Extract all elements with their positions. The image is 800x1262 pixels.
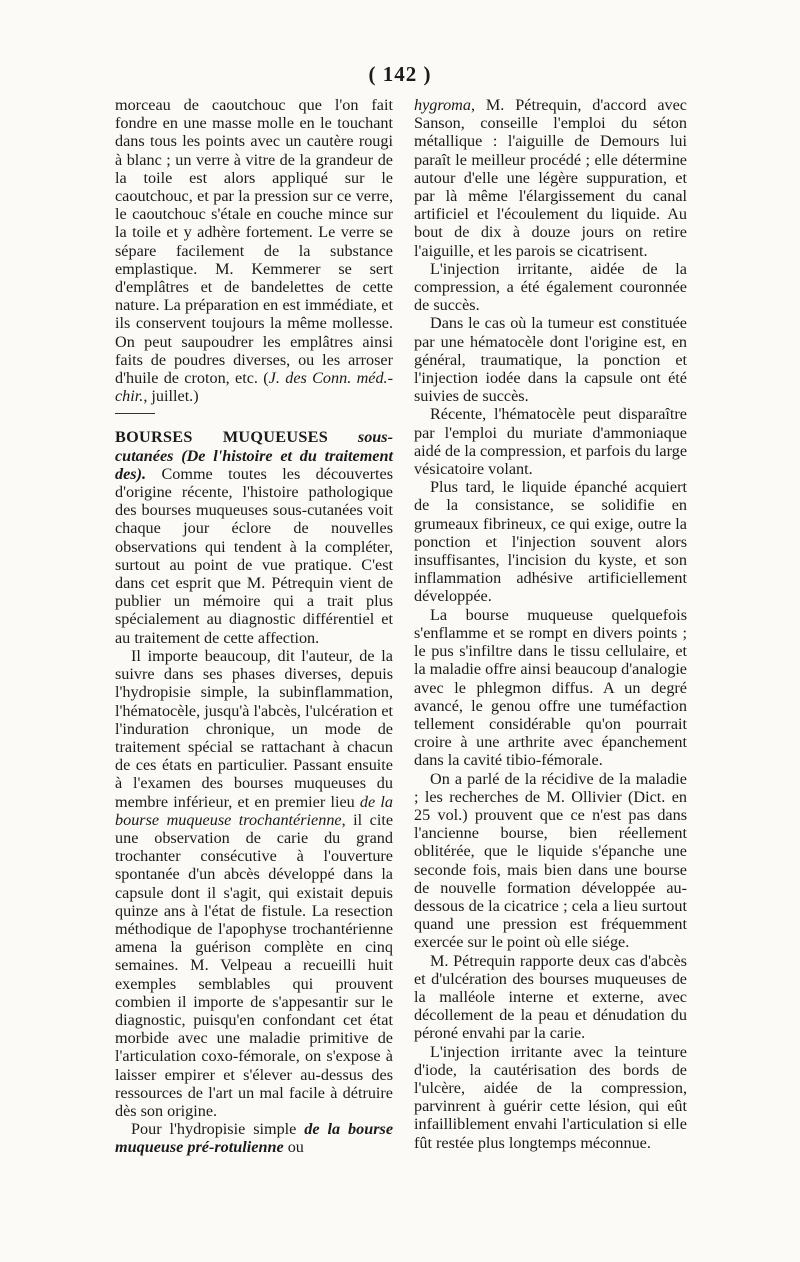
paragraph: Dans le cas où la tumeur est constituée par une hématocèle dont l'origine est, en général, traumatique, la ponction et l'injection iodée dans la capsule ont été suivies de succès. [414, 314, 687, 406]
paragraph-text: Comme toutes les découvertes d'origine récente, l'histoire pathologique des bourses muqueuses sous-cutanées voit chaque jour éclore de nouvelles observations qui tendent à la compléter, surtout au point de vue pratique. C'est dans cet esprit que M. Pétrequin vient de publier un mémoire qui a trait plus spécialement au diagnostic différentiel et au traitement de cette affection. [115, 464, 393, 647]
paragraph: On a parlé de la récidive de la maladie ; les recherches de M. Ollivier (Dict. en 25 vol.) prouvent que ce n'est pas dans l'ancienne bourse, bien réellement oblitérée, que le liquide s'épanche une seconde fois, mais bien dans une bourse de nouvelle formation développée au-dessous de la cicatrice ; cela a lieu surtout quand une pression est fréquemment exercée sur le point où elle siége. [414, 769, 687, 952]
paragraph: Récente, l'hématocèle peut disparaître par l'emploi du muriate d'ammoniaque aidé de la compression, et parfois du large vésicatoire volant. [414, 405, 687, 479]
right-column [414, 96, 687, 1152]
paragraph-text: , juillet.) [143, 387, 199, 406]
paragraph [115, 1120, 393, 1156]
article-bourses-muqueuses [115, 428, 393, 646]
emphasis-text: de la bourse muqueuse trochantérienne [115, 792, 393, 829]
paragraph: La bourse muqueuse quelquefois s'enflamme et se rompt en divers points ; le pus s'infiltre dans le tissu cellulaire, et la maladie offre ainsi beaucoup d'analogie avec le phlegmon diffus. A un degré avancé, le genou offre une tuméfaction tellement considérable qu'on pourrait croire à une arthrite avec épanchement dans la cavité tibio-fémorale. [414, 605, 687, 770]
paragraph-text: , il cite une observation de carie du grand trochanter consécutive à l'ouverture spontanée d'un abcès développé dans la capsule dont il s'agit, qui existait depuis quinze ans à l'état de fistule. La resection méthodique de l'apophyse trochantérienne amena la guérison complète en cinq semaines. M. Velpeau a recueilli huit exemples semblables qui prouvent combien il importe de s'appesantir sur le diagnostic, puisqu'en confondant cet état morbide avec une maladie primitive de l'articulation coxo-fémorale, on s'expose à laisser empirer et s'élever au-dessus des ressources de l'art un mal facile à détruire dès son origine. [115, 810, 393, 1120]
paragraph [414, 96, 687, 260]
paragraph: Plus tard, le liquide épanché acquiert de la consistance, se solidifie en grumeaux fibrineux, ce qui exige, outre la ponction et l'injection souvent alors insuffisantes, l'incision du kyste, et son inflammation adhésive artificiellement développée. [414, 478, 687, 606]
paragraph: M. Pétrequin rapporte deux cas d'abcès et d'ulcération des bourses muqueuses de la malléole interne et externe, avec décollement de la peau et dénudation du péroné envahi par la carie. [414, 951, 687, 1043]
source-citation: J. des Conn. méd.-chir. [115, 369, 393, 406]
paragraph-text: Pour l'hydropisie simple [131, 1120, 305, 1139]
paragraph-text: Il importe beaucoup, dit l'auteur, de la suivre dans ses phases diverses, depuis l'hydropisie simple, la subinflammation, l'hématocèle, jusqu'à l'abcès, l'ulcération et l'induration chronique, un mode de traitement spécial se rattachant à chacun de ces états en particulier. Passant ensuite à l'examen des bourses muqueuses du membre inférieur, et en premier lieu [115, 646, 393, 811]
paragraph [115, 647, 393, 1120]
page-number: ( 142 ) [368, 62, 432, 86]
left-column [115, 96, 393, 1157]
paragraph: L'injection irritante, aidée de la compression, a été également couronnée de succès. [414, 259, 687, 315]
section-divider [115, 413, 155, 414]
paragraph-text: ou [283, 1138, 304, 1157]
paragraph-text: , M. Pétrequin, d'accord avec Sanson, conseille l'emploi du séton métallique : l'aiguille de Demours lui paraît le meilleur procédé ; elle détermine autour d'elle une légère suppuration, et par là même l'élargissement du canal artificiel et l'écoulement du liquide. Au bout de dix à douze jours on retire l'aiguille, et les parois se cicatrisent. [414, 96, 687, 260]
article-title: BOURSES MUQUEUSES [115, 428, 329, 447]
emphasis-text: hygroma [414, 96, 471, 114]
emphasis-text: de la bourse muqueuse pré-rotulienne [115, 1120, 394, 1157]
paragraph-emplatres [115, 96, 393, 405]
article-subtitle: sous-cutanées (De l'histoire et du traitement des). [115, 428, 393, 483]
paragraph: L'injection irritante avec la teinture d'iode, la cautérisation des bords de l'ulcère, aidée de la compression, parvinrent à guérir cette lésion, qui eût infailliblement envahi l'articulation si elle fût restée plus longtemps méconnue. [414, 1042, 687, 1152]
paragraph-text: morceau de caoutchouc que l'on fait fondre en une masse molle en le touchant dans tous les points avec un cautère rougi à blanc ; un verre à vitre de la grandeur de la toile est alors appliqué sur le caoutchouc, et par la pression sur ce verre, le caoutchouc s'étale en couche mince sur la toile et y adhère fortement. Le verre se sépare facilement de la substance emplastique. M. Kemmerer se sert d'emplâtres et de bandelettes de cette nature. La préparation en est immédiate, et ils conservent toujours la même mollesse. On peut saupoudrer les emplâtres ainsi faits de poudres diverses, ou les arroser d'huile de croton, etc. ( [115, 96, 393, 388]
